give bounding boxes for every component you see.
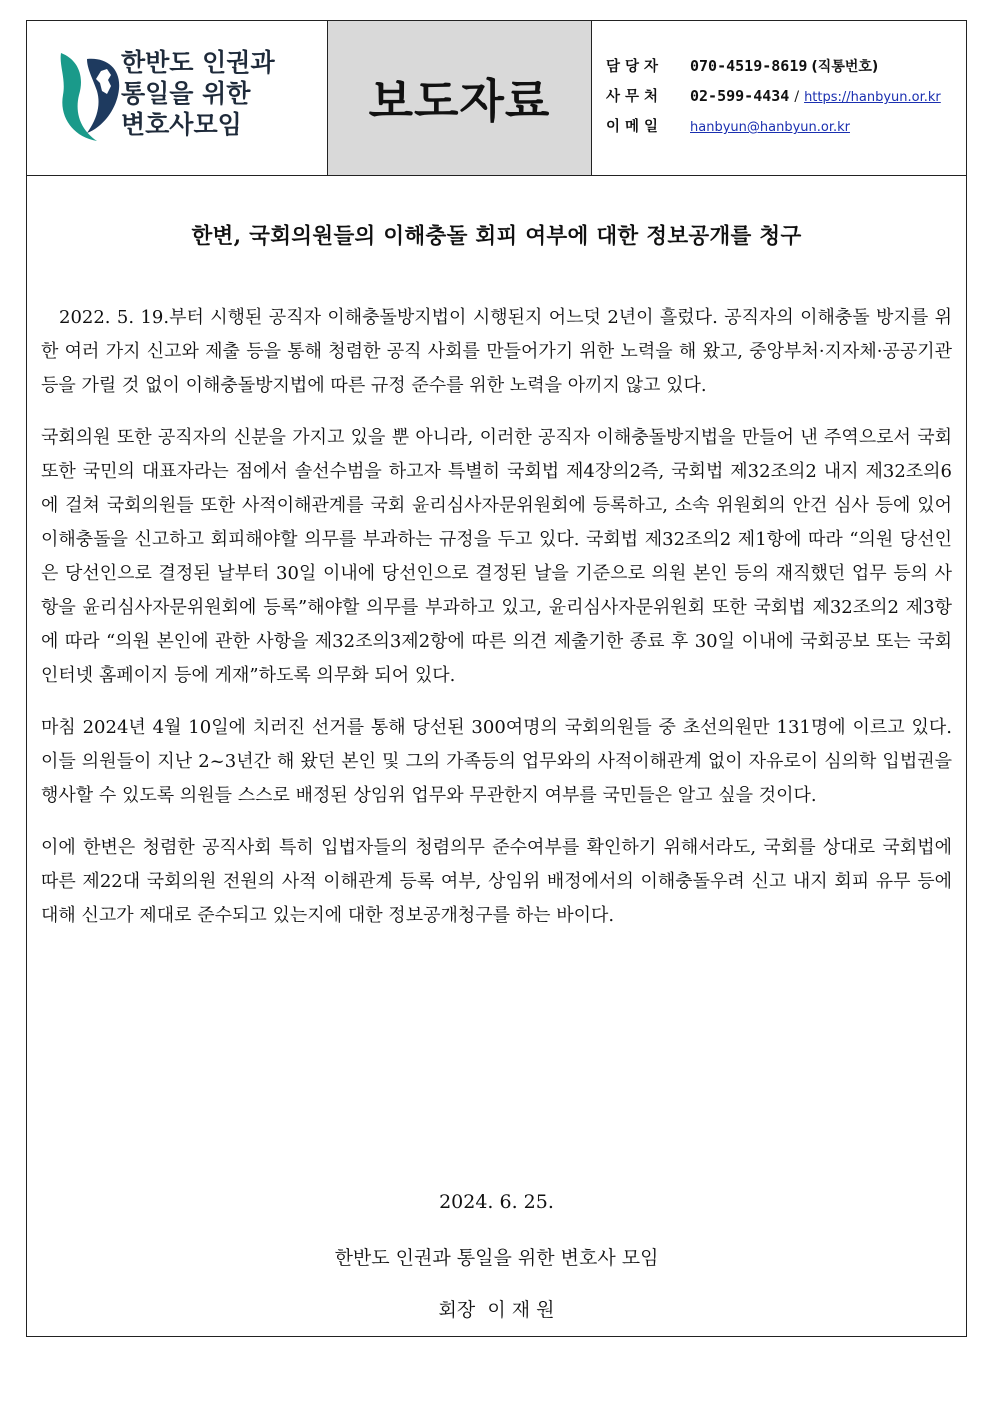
organization-name	[121, 47, 275, 140]
org-name-line-3: 변호사모임	[121, 110, 242, 139]
contact-row-office	[606, 85, 966, 115]
paragraph-3: 마침 2024년 4월 10일에 치러진 선거를 통해 당선된 300여명의 국회의원들 중 초선의원만 131명에 이르고 있다. 이들 의원들이 지난 2~3년간 해 왔던 본인 및 그의 가족등의 업무와의 사적이해관계 없이 자유로이 심의학 입법권을 행사할 수 있도록 의원들 스스로 배정된 상임위 업무와 무관한지 여부를 국민들은 알고 싶을 것이다.	[41, 717, 952, 806]
headline: 한변, 국회의원들의 이해충돌 회피 여부에 대한 정보공개를 청구	[191, 224, 802, 249]
logo-cell	[27, 21, 328, 175]
paragraph-1: 2022. 5. 19.부터 시행된 공직자 이해충돌방지법이 시행된지 어느덧 2년이 흘렀다. 공직자의 이해충돌 방지를 위한 여러 가지 신고와 제출 등을 통해 청렴한 공직 사회를 만들어가기 위한 노력을 해 왔고, 중앙부처·지자체·공공기관 등을 가릴 것 없이 이해충돌방지법에 따른 규정 준수를 위한 노력을 아끼지 않고 있다.	[41, 307, 952, 396]
office-number: 02-599-4434	[690, 87, 790, 105]
footer-signer: 회장 이 재 원	[438, 1299, 555, 1321]
phone-number: 070-4519-8619	[690, 57, 808, 75]
org-name-line-2: 통일을 위한	[121, 79, 251, 108]
contact-cell	[592, 21, 966, 175]
separator: /	[794, 89, 800, 105]
doc-type-cell	[328, 21, 592, 175]
org-name-line-1: 한반도 인권과	[121, 48, 275, 77]
press-release-frame	[26, 20, 967, 1337]
contact-label: 사무처	[606, 89, 664, 105]
footer-organization: 한반도 인권과 통일을 위한 변호사 모임	[334, 1247, 659, 1269]
organization-logo-icon	[57, 49, 127, 145]
website-link[interactable]: https://hanbyun.or.kr	[804, 90, 941, 105]
phone-note: (직통번호)	[811, 59, 879, 75]
contact-row-phone	[606, 55, 966, 85]
email-link[interactable]: hanbyun@hanbyun.or.kr	[690, 120, 850, 135]
article-body	[41, 301, 952, 951]
paragraph-2: 국회의원 또한 공직자의 신분을 가지고 있을 뿐 아니라, 이러한 공직자 이해충돌방지법을 만들어 낸 주역으로서 국회 또한 국민의 대표자라는 점에서 솔선수범을 하고자 특별히 국회법 제4장의2즉, 국회법 제32조의2 내지 제32조의6에 걸쳐 국회의원들 또한 사적이해관계를 국회 윤리심사자문위원회에 등록하고, 소속 위원회의 안건 심사 등에 있어 이해충돌을 신고하고 회피해야할 의무를 부과하는 규정을 두고 있다. 국회법 제32조의2 제1항에 따라 “의원 당선인은 당선인으로 결정된 날부터 30일 이내에 당선인으로 결정된 날을 기준으로 의원 본인 등의 재직했던 업무 등의 사항을 윤리심사자문위원회에 등록”해야할 의무를 부과하고 있고, 윤리심사자문위원회 또한 국회법 제32조의2 제3항에 따라 “의원 본인에 관한 사항을 제32조의3제2항에 따른 의견 제출기한 종료 후 30일 이내에 국회공보 또는 국회 인터넷 홈페이지 등에 게재”하도록 의무화 되어 있다.	[41, 427, 952, 686]
contact-row-email	[606, 115, 966, 145]
doc-type-title: 보도자료	[368, 74, 551, 128]
paragraph-4: 이에 한변은 청렴한 공직사회 특히 입법자들의 청렴의무 준수여부를 확인하기 위해서라도, 국회를 상대로 국회법에 따른 제22대 국회의원 전원의 사적 이해관계 등록 여부, 상임위 배정에서의 이해충돌우려 신고 내지 회피 유무 등에 대해 신고가 제대로 준수되고 있는지에 대한 정보공개청구를 하는 바이다.	[41, 837, 952, 926]
release-date: 2024. 6. 25.	[439, 1191, 554, 1213]
contact-label: 담당자	[606, 59, 664, 75]
contact-label: 이메일	[606, 119, 664, 135]
header-table	[27, 21, 966, 176]
